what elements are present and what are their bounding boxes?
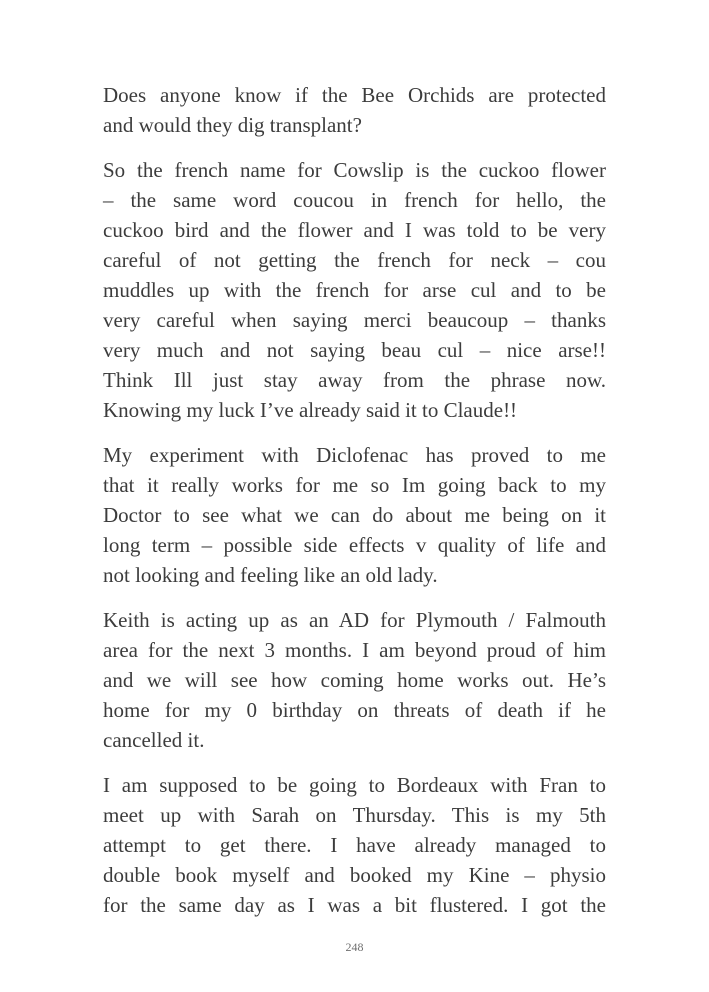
- text-line: home for my 0 birthday on threats of death if he: [103, 698, 606, 722]
- paragraph: [103, 155, 606, 425]
- text-line: I am supposed to be going to Bordeaux with Fran to: [103, 773, 606, 797]
- text-line: very much and not saying beau cul – nice arse!!: [103, 338, 606, 362]
- text-line: muddles up with the french for arse cul and to be: [103, 278, 606, 302]
- text-line: – the same word coucou in french for hello, the: [103, 188, 606, 212]
- page-text: [103, 80, 606, 935]
- text-line: cuckoo bird and the flower and I was told to be very: [103, 218, 606, 242]
- text-line: So the french name for Cowslip is the cuckoo flower: [103, 158, 606, 182]
- text-line: area for the next 3 months. I am beyond proud of him: [103, 638, 606, 662]
- paragraph: [103, 770, 606, 920]
- text-line: long term – possible side effects v quality of life and: [103, 533, 606, 557]
- text-line: and we will see how coming home works out. He’s: [103, 668, 606, 692]
- text-line: Keith is acting up as an AD for Plymouth / Falmouth: [103, 608, 606, 632]
- text-line: Think Ill just stay away from the phrase now.: [103, 368, 606, 392]
- text-line: not looking and feeling like an old lady.: [103, 563, 438, 587]
- text-line: and would they dig transplant?: [103, 113, 362, 137]
- paragraph: [103, 80, 606, 140]
- paragraph: [103, 440, 606, 590]
- text-line: cancelled it.: [103, 728, 205, 752]
- text-line: Does anyone know if the Bee Orchids are protected: [103, 83, 606, 107]
- text-line: very careful when saying merci beaucoup – thanks: [103, 308, 606, 332]
- text-line: careful of not getting the french for neck – cou: [103, 248, 606, 272]
- text-line: for the same day as I was a bit flustered. I got the: [103, 893, 606, 917]
- text-line: My experiment with Diclofenac has proved to me: [103, 443, 606, 467]
- text-line: that it really works for me so Im going back to my: [103, 473, 606, 497]
- text-line: meet up with Sarah on Thursday. This is my 5th: [103, 803, 606, 827]
- text-line: double book myself and booked my Kine – physio: [103, 863, 606, 887]
- page-number: 248: [345, 940, 364, 954]
- paragraph: [103, 605, 606, 755]
- text-line: attempt to get there. I have already managed to: [103, 833, 606, 857]
- text-line: Doctor to see what we can do about me being on it: [103, 503, 606, 527]
- text-line: Knowing my luck I’ve already said it to Claude!!: [103, 398, 518, 422]
